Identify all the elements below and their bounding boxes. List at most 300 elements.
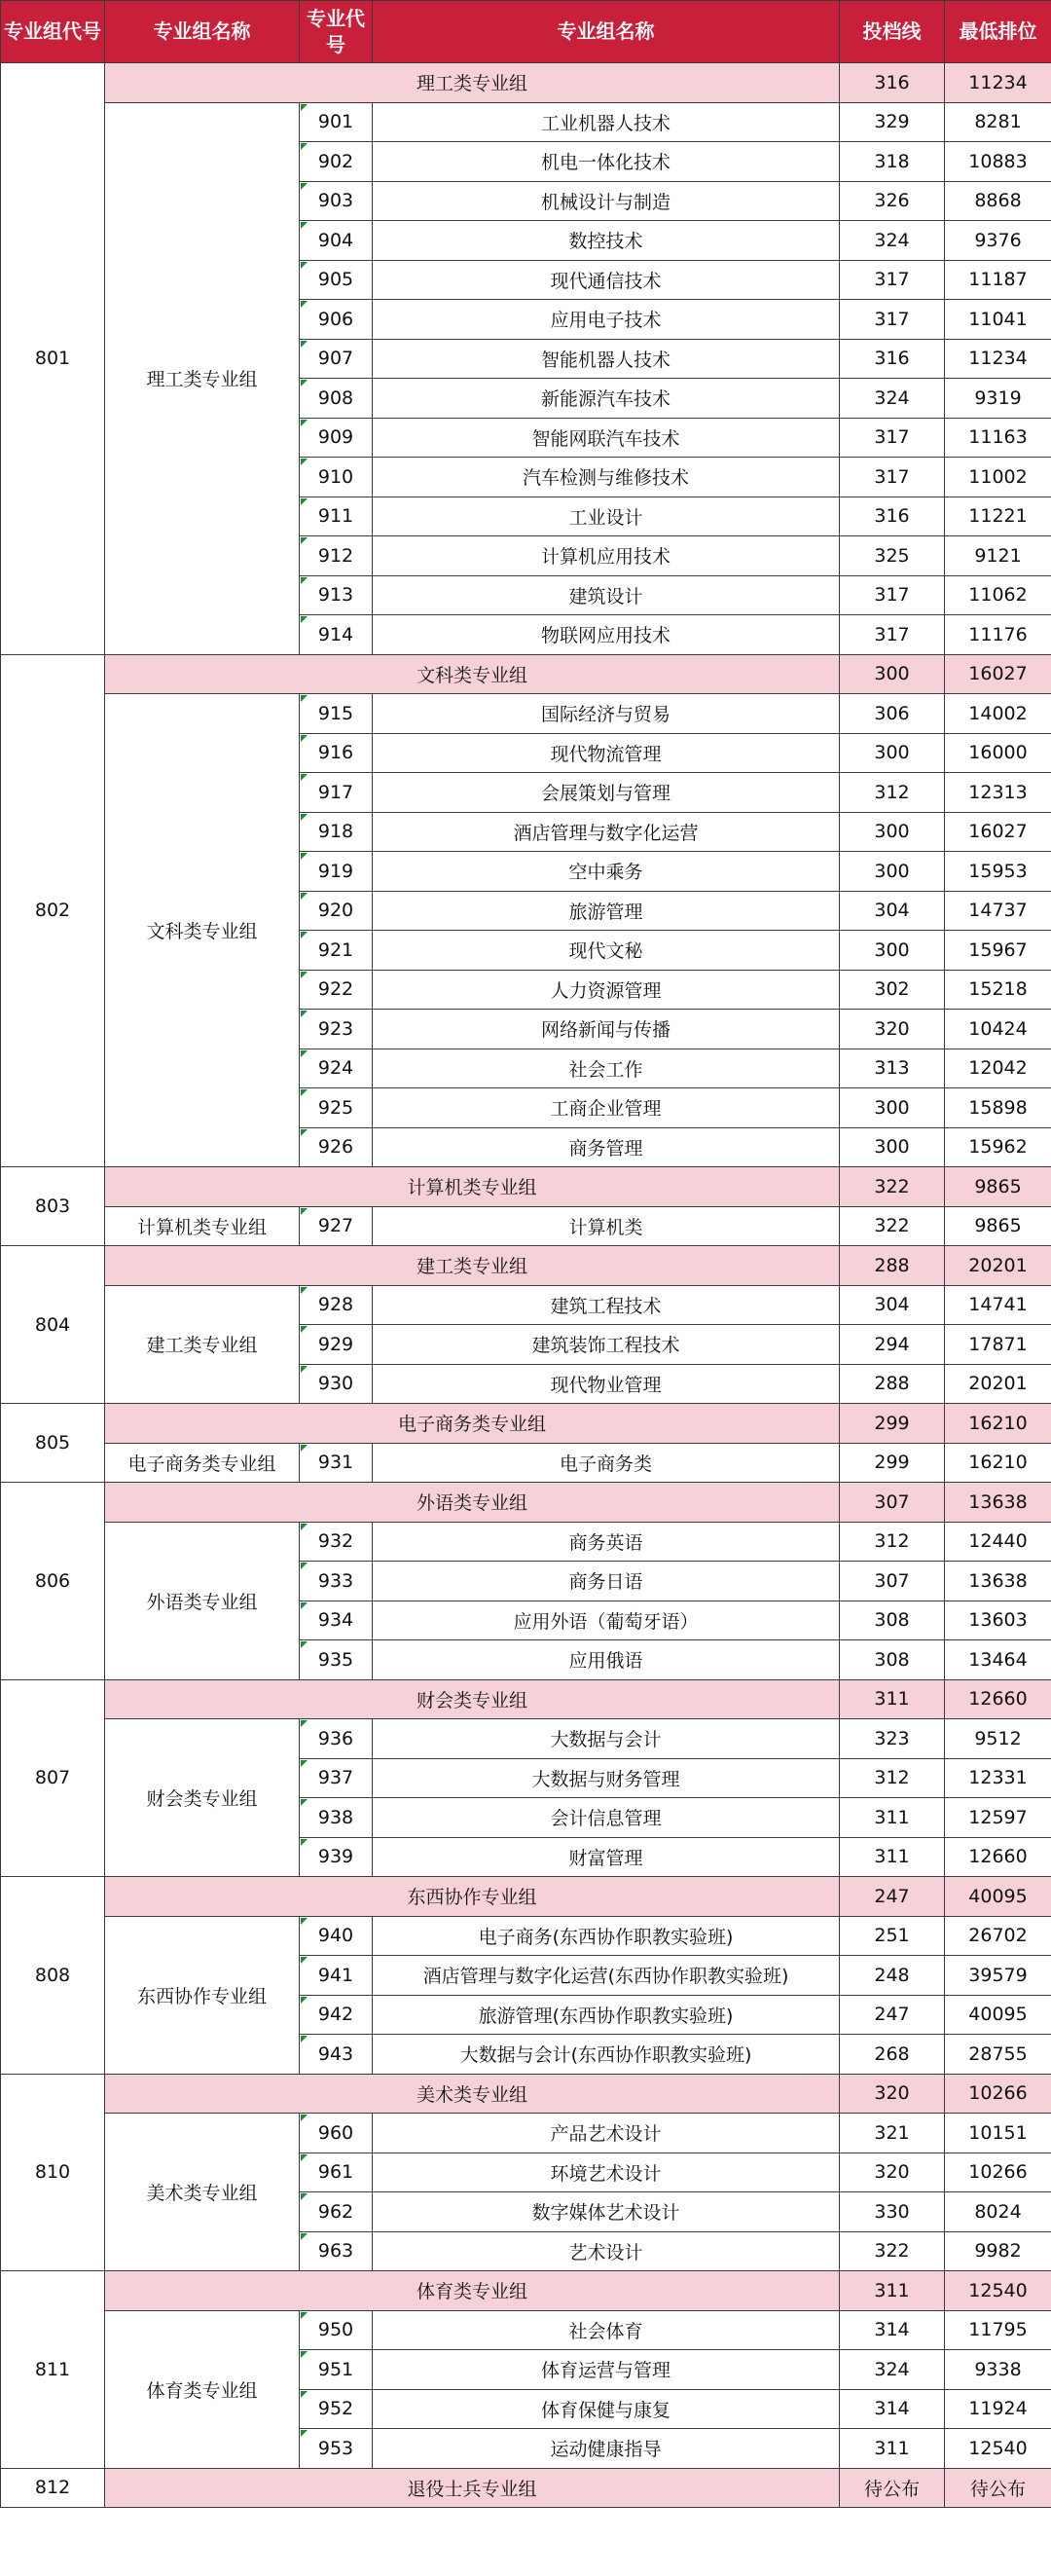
major-code	[300, 1798, 373, 1838]
major-min-rank: 13464	[945, 1640, 1051, 1680]
group-name: 美术类专业组	[105, 2114, 300, 2271]
major-min-rank: 11221	[945, 497, 1051, 536]
major-min-rank: 12042	[945, 1049, 1051, 1088]
major-code-text: 916	[317, 742, 354, 764]
major-min-rank: 15967	[945, 931, 1051, 971]
major-code-text: 922	[317, 978, 354, 1001]
major-code	[300, 497, 373, 536]
cell-marker	[301, 341, 308, 348]
major-min-rank: 28755	[945, 2035, 1051, 2075]
major-min-rank: 11002	[945, 458, 1051, 497]
major-code-text: 951	[317, 2358, 354, 2380]
major-min-rank: 10883	[945, 142, 1051, 182]
cell-marker	[301, 1524, 308, 1530]
group-summary-row	[1, 2468, 1051, 2508]
cell-marker	[301, 2430, 308, 2437]
major-code-text: 963	[317, 2240, 354, 2263]
major-name: 体育运营与管理	[373, 2350, 840, 2390]
major-min-rank: 9865	[945, 1206, 1051, 1246]
group-code: 804	[1, 1246, 105, 1404]
major-name: 旅游管理	[373, 891, 840, 931]
cell-marker	[301, 932, 308, 938]
major-name: 应用外语（葡萄牙语）	[373, 1601, 840, 1640]
major-code	[300, 1364, 373, 1404]
group-summary-label: 东西协作专业组	[105, 1877, 840, 1917]
major-min-rank: 11041	[945, 300, 1051, 340]
group-summary-row	[1, 1679, 1051, 1719]
group-cutoff-score: 247	[840, 1877, 945, 1917]
major-name: 财富管理	[373, 1837, 840, 1877]
major-name: 商务日语	[373, 1562, 840, 1601]
major-code-text: 932	[317, 1530, 354, 1553]
major-code-text: 952	[317, 2398, 354, 2420]
major-name: 现代文秘	[373, 931, 840, 971]
group-min-rank: 10266	[945, 2074, 1051, 2114]
group-summary-label: 理工类专业组	[105, 63, 840, 103]
major-min-rank: 16000	[945, 733, 1051, 773]
major-code-text: 924	[317, 1057, 354, 1080]
major-cutoff-score: 294	[840, 1325, 945, 1365]
major-code-text: 918	[317, 821, 354, 843]
major-min-rank: 39579	[945, 1956, 1051, 1996]
major-code	[300, 1088, 373, 1128]
group-name: 电子商务类专业组	[105, 1443, 300, 1483]
major-cutoff-score: 317	[840, 300, 945, 340]
group-cutoff-score: 288	[840, 1246, 945, 1286]
major-code	[300, 733, 373, 773]
major-code	[300, 931, 373, 971]
major-name: 社会工作	[373, 1049, 840, 1088]
group-name: 计算机类专业组	[105, 1206, 300, 1246]
major-cutoff-score: 312	[840, 1758, 945, 1798]
major-code	[300, 142, 373, 182]
major-cutoff-score: 299	[840, 1443, 945, 1483]
group-summary-row	[1, 2271, 1051, 2311]
major-code-text: 931	[317, 1452, 354, 1474]
major-min-rank: 15898	[945, 1088, 1051, 1128]
major-code	[300, 1562, 373, 1601]
group-summary-row	[1, 654, 1051, 694]
major-code	[300, 2429, 373, 2469]
group-name: 建工类专业组	[105, 1285, 300, 1404]
major-name: 商务管理	[373, 1127, 840, 1167]
group-summary-row	[1, 1483, 1051, 1523]
group-code: 810	[1, 2074, 105, 2271]
major-code	[300, 615, 373, 655]
group-min-rank: 待公布	[945, 2468, 1051, 2508]
group-code: 808	[1, 1877, 105, 2075]
major-min-rank: 14737	[945, 891, 1051, 931]
group-summary-label: 退役士兵专业组	[105, 2468, 840, 2508]
cell-marker	[301, 2154, 308, 2161]
major-code-text: 921	[317, 938, 354, 961]
major-code-text: 919	[317, 860, 354, 882]
major-min-rank: 9376	[945, 221, 1051, 261]
major-code	[300, 536, 373, 576]
major-cutoff-score: 304	[840, 1285, 945, 1325]
major-cutoff-score: 322	[840, 1206, 945, 1246]
major-code	[300, 260, 373, 300]
major-code	[300, 2231, 373, 2271]
major-code-text: 962	[317, 2200, 354, 2223]
major-code-text: 909	[317, 426, 354, 449]
cell-marker	[301, 814, 308, 821]
group-code: 811	[1, 2271, 105, 2469]
major-cutoff-score: 300	[840, 812, 945, 852]
cell-marker	[301, 1957, 308, 1964]
major-code	[300, 1285, 373, 1325]
major-code-text: 929	[317, 1333, 354, 1355]
major-code-text: 914	[317, 623, 354, 645]
group-cutoff-score: 299	[840, 1404, 945, 1444]
major-name: 智能网联汽车技术	[373, 418, 840, 458]
major-cutoff-score: 300	[840, 931, 945, 971]
major-name: 数字媒体艺术设计	[373, 2192, 840, 2232]
major-row	[1, 694, 1051, 734]
major-code-text: 936	[317, 1727, 354, 1749]
major-code	[300, 1206, 373, 1246]
major-min-rank: 9319	[945, 379, 1051, 419]
major-cutoff-score: 302	[840, 970, 945, 1010]
major-row	[1, 2114, 1051, 2153]
cell-marker	[301, 1760, 308, 1767]
major-code	[300, 300, 373, 340]
major-min-rank: 10424	[945, 1010, 1051, 1049]
major-min-rank: 9512	[945, 1719, 1051, 1759]
major-cutoff-score: 312	[840, 773, 945, 813]
major-code	[300, 2310, 373, 2350]
col-header-major-name: 专业组名称	[373, 1, 840, 63]
major-name: 空中乘务	[373, 852, 840, 892]
group-summary-row	[1, 1877, 1051, 1917]
cell-marker	[301, 1011, 308, 1017]
cell-marker	[301, 1089, 308, 1096]
major-cutoff-score: 317	[840, 260, 945, 300]
group-cutoff-score: 316	[840, 63, 945, 103]
cell-marker	[301, 2193, 308, 2200]
major-code	[300, 575, 373, 615]
major-cutoff-score: 317	[840, 458, 945, 497]
major-code-text: 903	[317, 190, 354, 212]
major-name: 环境艺术设计	[373, 2153, 840, 2192]
major-cutoff-score: 268	[840, 2035, 945, 2075]
cell-marker	[301, 1050, 308, 1057]
major-row	[1, 1522, 1051, 1562]
cell-marker	[301, 577, 308, 584]
major-name: 会计信息管理	[373, 1798, 840, 1838]
group-summary-label: 电子商务类专业组	[105, 1404, 840, 1444]
major-cutoff-score: 307	[840, 1562, 945, 1601]
major-code-text: 913	[317, 584, 354, 607]
major-code	[300, 1758, 373, 1798]
cell-marker	[301, 1129, 308, 1136]
major-min-rank: 12313	[945, 773, 1051, 813]
group-code: 807	[1, 1679, 105, 1877]
group-min-rank: 13638	[945, 1483, 1051, 1523]
major-min-rank: 15953	[945, 852, 1051, 892]
major-cutoff-score: 313	[840, 1049, 945, 1088]
major-cutoff-score: 324	[840, 221, 945, 261]
major-cutoff-score: 320	[840, 1010, 945, 1049]
cell-marker	[301, 2115, 308, 2121]
major-code	[300, 812, 373, 852]
major-code	[300, 1049, 373, 1088]
major-cutoff-score: 323	[840, 1719, 945, 1759]
major-code-text: 907	[317, 348, 354, 370]
group-name: 外语类专业组	[105, 1522, 300, 1679]
major-cutoff-score: 318	[840, 142, 945, 182]
major-name: 应用俄语	[373, 1640, 840, 1680]
major-cutoff-score: 317	[840, 575, 945, 615]
major-name: 应用电子技术	[373, 300, 840, 340]
group-cutoff-score: 320	[840, 2074, 945, 2114]
major-min-rank: 8868	[945, 181, 1051, 221]
cell-marker	[301, 1997, 308, 2004]
major-name: 数控技术	[373, 221, 840, 261]
major-code	[300, 1443, 373, 1483]
group-cutoff-score: 311	[840, 2271, 945, 2311]
cell-marker	[301, 1445, 308, 1452]
major-code	[300, 694, 373, 734]
group-min-rank: 12660	[945, 1679, 1051, 1719]
major-code	[300, 2153, 373, 2192]
major-code-text: 928	[317, 1294, 354, 1316]
cell-marker	[301, 104, 308, 111]
major-code-text: 902	[317, 150, 354, 172]
cell-marker	[301, 893, 308, 900]
group-min-rank: 12540	[945, 2271, 1051, 2311]
major-code	[300, 1837, 373, 1877]
cell-marker	[301, 853, 308, 860]
major-row	[1, 102, 1051, 142]
table-body	[1, 63, 1051, 2508]
major-code-text: 942	[317, 2004, 354, 2026]
major-name: 现代物流管理	[373, 733, 840, 773]
major-code-text: 923	[317, 1017, 354, 1040]
major-cutoff-score: 300	[840, 733, 945, 773]
cell-marker	[301, 459, 308, 465]
major-code	[300, 1995, 373, 2035]
major-code	[300, 1127, 373, 1167]
major-cutoff-score: 308	[840, 1640, 945, 1680]
major-code-text: 934	[317, 1609, 354, 1632]
major-cutoff-score: 314	[840, 2310, 945, 2350]
group-summary-row	[1, 1404, 1051, 1444]
major-min-rank: 10151	[945, 2114, 1051, 2153]
major-cutoff-score: 311	[840, 1798, 945, 1838]
cell-marker	[301, 183, 308, 190]
major-code	[300, 852, 373, 892]
major-name: 机械设计与制造	[373, 181, 840, 221]
group-summary-row	[1, 1167, 1051, 1207]
major-row	[1, 1206, 1051, 1246]
major-code-text: 912	[317, 544, 354, 567]
major-min-rank: 26702	[945, 1916, 1051, 1956]
major-name: 国际经济与贸易	[373, 694, 840, 734]
major-name: 计算机类	[373, 1206, 840, 1246]
major-cutoff-score: 317	[840, 615, 945, 655]
major-cutoff-score: 311	[840, 2429, 945, 2469]
major-cutoff-score: 324	[840, 379, 945, 419]
major-name: 旅游管理(东西协作职教实验班)	[373, 1995, 840, 2035]
major-name: 汽车检测与维修技术	[373, 458, 840, 497]
major-row	[1, 1285, 1051, 1325]
group-code: 802	[1, 654, 105, 1167]
cell-marker	[301, 380, 308, 386]
group-summary-label: 文科类专业组	[105, 654, 840, 694]
col-header-major-code: 专业代号	[300, 1, 373, 63]
major-name: 机电一体化技术	[373, 142, 840, 182]
major-code-text: 960	[317, 2121, 354, 2144]
major-code	[300, 1010, 373, 1049]
cell-marker	[301, 1641, 308, 1648]
major-name: 大数据与财务管理	[373, 1758, 840, 1798]
major-cutoff-score: 300	[840, 1088, 945, 1128]
major-code	[300, 773, 373, 813]
major-min-rank: 11187	[945, 260, 1051, 300]
major-code-text: 917	[317, 781, 354, 803]
group-cutoff-score: 322	[840, 1167, 945, 1207]
header-row	[1, 1, 1051, 63]
cell-marker	[301, 420, 308, 426]
major-code	[300, 891, 373, 931]
major-name: 现代物业管理	[373, 1364, 840, 1404]
major-cutoff-score: 251	[840, 1916, 945, 1956]
major-min-rank: 9982	[945, 2231, 1051, 2271]
group-code: 812	[1, 2468, 105, 2508]
major-min-rank: 12440	[945, 1522, 1051, 1562]
major-cutoff-score: 300	[840, 852, 945, 892]
major-min-rank: 13638	[945, 1562, 1051, 1601]
major-name: 大数据与会计(东西协作职教实验班)	[373, 2035, 840, 2075]
cell-marker	[301, 222, 308, 229]
cell-marker	[301, 498, 308, 505]
cell-marker	[301, 1366, 308, 1373]
group-min-rank: 16027	[945, 654, 1051, 694]
group-code: 803	[1, 1167, 105, 1246]
major-code-text: 937	[317, 1767, 354, 1789]
group-summary-label: 计算机类专业组	[105, 1167, 840, 1207]
major-name: 网络新闻与传播	[373, 1010, 840, 1049]
group-name: 体育类专业组	[105, 2310, 300, 2468]
major-min-rank: 11795	[945, 2310, 1051, 2350]
major-code-text: 911	[317, 505, 354, 528]
major-name: 计算机应用技术	[373, 536, 840, 576]
cell-marker	[301, 1918, 308, 1925]
major-cutoff-score: 247	[840, 1995, 945, 2035]
major-cutoff-score: 314	[840, 2389, 945, 2429]
group-min-rank: 11234	[945, 63, 1051, 103]
major-min-rank: 14741	[945, 1285, 1051, 1325]
major-min-rank: 8024	[945, 2192, 1051, 2232]
major-min-rank: 9338	[945, 2350, 1051, 2390]
major-name: 酒店管理与数字化运营	[373, 812, 840, 852]
major-code	[300, 1601, 373, 1640]
major-code-text: 906	[317, 308, 354, 330]
cell-marker	[301, 2312, 308, 2319]
major-name: 体育保健与康复	[373, 2389, 840, 2429]
major-code-text: 938	[317, 1806, 354, 1828]
group-name: 东西协作专业组	[105, 1916, 300, 2074]
major-min-rank: 16027	[945, 812, 1051, 852]
major-code	[300, 2114, 373, 2153]
major-name: 工业设计	[373, 497, 840, 536]
major-code	[300, 2035, 373, 2075]
major-code	[300, 1916, 373, 1956]
major-min-rank: 12540	[945, 2429, 1051, 2469]
major-code-text: 939	[317, 1846, 354, 1868]
major-code-text: 925	[317, 1096, 354, 1119]
group-cutoff-score: 307	[840, 1483, 945, 1523]
cell-marker	[301, 1563, 308, 1569]
major-name: 新能源汽车技术	[373, 379, 840, 419]
cell-marker	[301, 2391, 308, 2398]
major-code	[300, 379, 373, 419]
major-name: 产品艺术设计	[373, 2114, 840, 2153]
group-cutoff-score: 311	[840, 1679, 945, 1719]
cell-marker	[301, 537, 308, 544]
major-min-rank: 11924	[945, 2389, 1051, 2429]
group-min-rank: 20201	[945, 1246, 1051, 1286]
major-name: 大数据与会计	[373, 1719, 840, 1759]
major-cutoff-score: 306	[840, 694, 945, 734]
major-code	[300, 418, 373, 458]
major-name: 工业机器人技术	[373, 102, 840, 142]
major-code	[300, 1719, 373, 1759]
major-name: 物联网应用技术	[373, 615, 840, 655]
major-min-rank: 15218	[945, 970, 1051, 1010]
major-code	[300, 970, 373, 1010]
major-name: 电子商务类	[373, 1443, 840, 1483]
cell-marker	[301, 1799, 308, 1806]
major-code	[300, 181, 373, 221]
cell-marker	[301, 1720, 308, 1727]
major-min-rank: 11062	[945, 575, 1051, 615]
group-summary-label: 美术类专业组	[105, 2074, 840, 2114]
cell-marker	[301, 1602, 308, 1609]
major-cutoff-score: 320	[840, 2153, 945, 2192]
cell-marker	[301, 616, 308, 623]
major-name: 建筑设计	[373, 575, 840, 615]
major-code	[300, 1640, 373, 1680]
major-code-text: 961	[317, 2161, 354, 2184]
major-code-text: 930	[317, 1373, 354, 1395]
major-code	[300, 221, 373, 261]
major-min-rank: 12660	[945, 1837, 1051, 1877]
group-min-rank: 9865	[945, 1167, 1051, 1207]
major-code-text: 935	[317, 1648, 354, 1671]
cell-marker	[301, 972, 308, 978]
major-name: 智能机器人技术	[373, 339, 840, 379]
major-name: 建筑装饰工程技术	[373, 1325, 840, 1365]
major-cutoff-score: 248	[840, 1956, 945, 1996]
group-code: 801	[1, 63, 105, 655]
major-code	[300, 2350, 373, 2390]
group-name: 财会类专业组	[105, 1719, 300, 1877]
major-code-text: 920	[317, 900, 354, 922]
major-cutoff-score: 325	[840, 536, 945, 576]
major-min-rank: 13603	[945, 1601, 1051, 1640]
major-code-text: 926	[317, 1136, 354, 1159]
major-cutoff-score: 304	[840, 891, 945, 931]
major-code	[300, 458, 373, 497]
major-code	[300, 1522, 373, 1562]
major-code	[300, 1325, 373, 1365]
cell-marker	[301, 735, 308, 742]
major-code	[300, 102, 373, 142]
major-min-rank: 9121	[945, 536, 1051, 576]
major-row	[1, 1916, 1051, 1956]
